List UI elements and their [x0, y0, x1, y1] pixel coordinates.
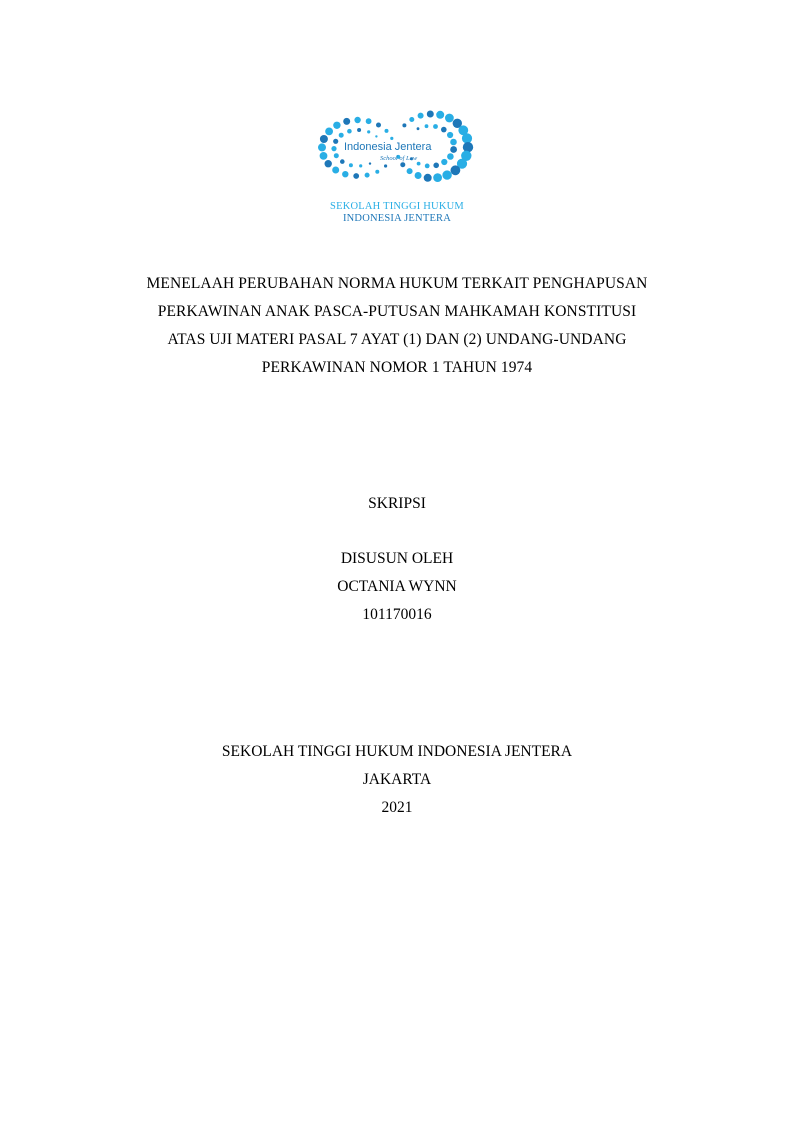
title-line-1: MENELAAH PERUBAHAN NORMA HUKUM TERKAIT PENGHAPUSAN: [146, 275, 648, 292]
logo-dot: [325, 160, 332, 167]
jentera-logo-mark: [310, 100, 484, 200]
institution-name: SEKOLAH TINGGI HUKUM INDONESIA JENTERA: [221, 743, 573, 760]
institution-logo: [310, 100, 484, 230]
logo-dot: [445, 114, 454, 123]
logo-dot: [353, 173, 359, 179]
logo-dot: [433, 163, 439, 169]
student-id: 101170016: [362, 606, 432, 623]
logo-dot: [318, 143, 326, 151]
logo-dot: [450, 146, 457, 153]
logo-dot: [376, 123, 381, 128]
logo-dot: [331, 146, 336, 151]
logo-dot: [402, 123, 406, 127]
author-name: OCTANIA WYNN: [337, 578, 457, 595]
logo-dot: [451, 165, 461, 175]
logo-dot: [334, 153, 339, 158]
logo-mark-text: Indonesia Jentera: [344, 141, 432, 153]
title-line-3: ATAS UJI MATERI PASAL 7 AYAT (1) DAN (2) UNDANG-UNDANG: [167, 331, 627, 348]
logo-caption-line2: INDONESIA JENTERA: [342, 213, 452, 224]
logo-dot: [359, 164, 362, 167]
logo-dot: [400, 162, 405, 167]
logo-dot: [463, 142, 473, 152]
document-type: SKRIPSI: [368, 495, 426, 512]
author-label: DISUSUN OLEH: [340, 550, 454, 567]
logo-dot: [369, 162, 371, 164]
logo-dot: [367, 130, 370, 133]
logo-dot: [375, 170, 379, 174]
title-line-4: PERKAWINAN NOMOR 1 TAHUN 1974: [261, 359, 533, 376]
logo-dot: [340, 159, 345, 164]
logo-dot: [415, 172, 422, 179]
logo-dot: [320, 135, 328, 143]
logo-dot: [339, 133, 344, 138]
logo-dot: [447, 153, 454, 160]
title-line-2: PERKAWINAN ANAK PASCA-PUTUSAN MAHKAMAH KONSTITUSI: [157, 303, 637, 320]
submission-year: 2021: [381, 799, 413, 816]
logo-dot: [343, 118, 350, 125]
logo-dot: [418, 113, 424, 119]
logo-dot: [441, 159, 447, 165]
logo-dot: [375, 135, 377, 137]
logo-dot: [433, 124, 438, 129]
logo-dot: [442, 170, 451, 179]
logo-dot: [385, 129, 389, 133]
logo-dot: [342, 171, 348, 177]
logo-dot: [436, 111, 444, 119]
logo-dot: [354, 117, 360, 123]
logo-dot: [384, 164, 387, 167]
logo-dot: [424, 174, 432, 182]
logo-dot: [462, 133, 472, 143]
institution-city: JAKARTA: [362, 771, 432, 788]
logo-dot: [417, 127, 420, 130]
logo-dot: [332, 167, 339, 174]
logo-dot: [427, 111, 434, 118]
logo-dot: [333, 122, 340, 129]
logo-dot: [333, 139, 338, 144]
logo-dot: [417, 162, 421, 166]
logo-dot: [357, 128, 361, 132]
logo-dot: [365, 173, 370, 178]
logo-dot: [433, 173, 442, 182]
thesis-title: [60, 270, 734, 382]
logo-mark-subtext: School of Law: [380, 155, 418, 162]
logo-dot: [441, 127, 447, 133]
logo-dot: [425, 164, 430, 169]
logo-dot: [347, 129, 352, 134]
logo-dot: [450, 139, 457, 146]
logo-dot: [425, 124, 429, 128]
logo-dot: [349, 163, 353, 167]
logo-dot: [407, 168, 413, 174]
logo-dot: [320, 152, 328, 160]
logo-dot: [409, 117, 414, 122]
logo-caption-line1: SEKOLAH TINGGI HUKUM: [330, 201, 464, 212]
logo-dot: [390, 137, 393, 140]
logo-dot: [447, 132, 453, 138]
logo-dot: [366, 118, 372, 124]
logo-dot: [325, 128, 333, 136]
